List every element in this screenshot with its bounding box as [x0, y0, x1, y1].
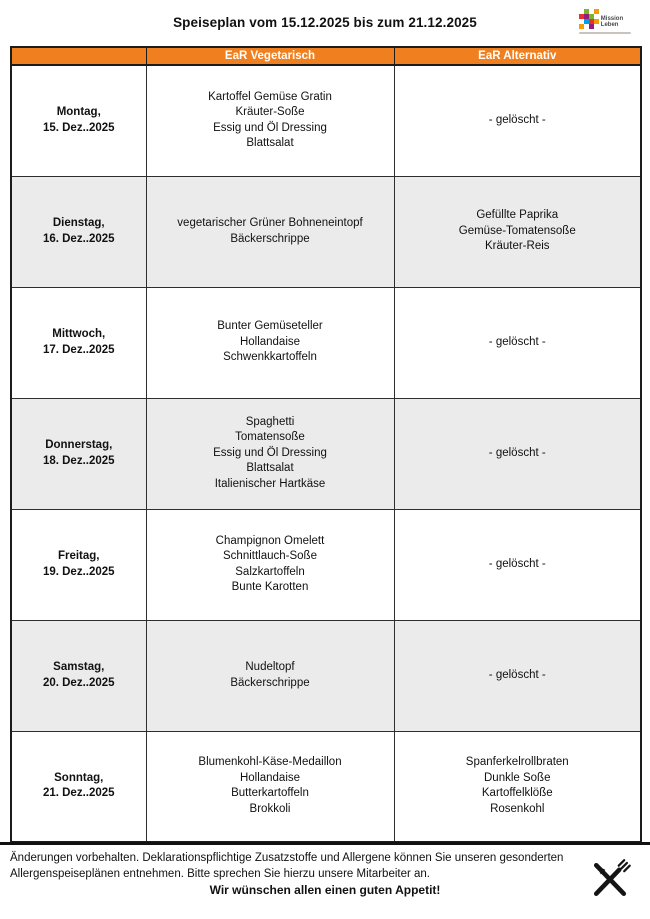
logo-mosaic-square: [579, 24, 584, 29]
day-name: Mittwoch,: [52, 328, 106, 340]
column-header-vegetarisch: EaR Vegetarisch: [146, 47, 394, 65]
logo-mosaic-square: [589, 19, 594, 24]
logo-mosaic-square: [589, 14, 594, 19]
meal-line: Schwenkkartoffeln: [223, 351, 317, 364]
meal-line: Hollandaise: [239, 335, 301, 348]
allergen-footnote: [10, 851, 570, 882]
meal-line: Kartoffelklöße: [481, 787, 553, 800]
day-cell: [11, 398, 146, 509]
logo-top: [579, 9, 623, 29]
logo-text-line1: Mission: [600, 15, 624, 22]
meal-line: vegetarischer Grüner Bohneneintopf: [177, 217, 363, 229]
table-row: [11, 509, 641, 620]
logo-mosaic: [579, 9, 599, 29]
logo-mosaic-square: [594, 19, 599, 24]
meal-line: Gefüllte Paprika: [476, 209, 559, 222]
meal-line: Italienischer Hartkäse: [214, 477, 326, 490]
meal-line: - gelöscht -: [488, 557, 546, 570]
meal-line: Salzkartoffeln: [235, 565, 305, 578]
meal-line: Bäckerschrippe: [230, 676, 310, 689]
vegetarisch-cell: [146, 398, 394, 509]
vegetarisch-cell: [146, 287, 394, 398]
day-name: Donnerstag,: [45, 439, 113, 451]
meal-line: Kräuter-Soße: [235, 106, 305, 119]
meal-line: - gelöscht -: [488, 335, 546, 348]
meal-line: Essig und Öl Dressing: [213, 446, 327, 459]
meal-line: - gelöscht -: [488, 114, 546, 126]
meal-line: Butterkartoffeln: [231, 787, 309, 800]
day-cell: [11, 65, 146, 176]
footer-divider: [0, 842, 650, 845]
menu-table-header: [11, 47, 641, 65]
meal-line: Bunter Gemüseteller: [217, 320, 323, 333]
closing-message: Wir wünschen allen einen guten Appetit!: [209, 883, 441, 897]
meal-line: Schnittlauch-Soße: [223, 550, 317, 562]
meal-line: Dunkle Soße: [484, 771, 551, 784]
meal-line: Tomatensoße: [235, 431, 305, 444]
logo-mosaic-square: [579, 14, 584, 19]
menu-table: [10, 46, 642, 843]
meal-line: Hollandaise: [239, 771, 301, 784]
alternativ-cell: [394, 509, 641, 620]
footnote-line2: Allergenspeiseplänen entnehmen. Bitte sprechen Sie hierzu unsere Mitarbeiter an.: [10, 867, 431, 880]
alternativ-cell: [394, 398, 641, 509]
day-cell: [11, 731, 146, 842]
day-name: Samstag,: [53, 661, 105, 673]
meal-line: Bäckerschrippe: [230, 232, 310, 245]
logo-tagline-placeholder: [579, 32, 631, 35]
day-date: 15. Dez..2025: [42, 121, 115, 134]
logo-mosaic-square: [584, 19, 589, 24]
logo-mosaic-square: [584, 14, 589, 19]
day-date: 20. Dez..2025: [42, 676, 115, 689]
header-row: [11, 47, 641, 65]
day-name: Sonntag,: [54, 771, 104, 784]
meal-line: - gelöscht -: [488, 668, 546, 681]
table-row: [11, 398, 641, 509]
logo-text-line2: Leben: [600, 22, 619, 29]
day-cell: [11, 287, 146, 398]
table-row: [11, 65, 641, 176]
day-cell: [11, 176, 146, 287]
meal-line: Spanferkelrollbraten: [465, 756, 569, 769]
meal-line: Bunte Karotten: [231, 581, 309, 593]
alternativ-cell: [394, 620, 641, 731]
vegetarisch-cell: [146, 731, 394, 842]
meal-line: Kartoffel Gemüse Gratin: [208, 90, 332, 103]
alternativ-cell: [394, 65, 641, 176]
alternativ-cell: [394, 731, 641, 842]
alternativ-cell: [394, 176, 641, 287]
meal-line: Kräuter-Reis: [484, 240, 550, 253]
column-header-alternativ: EaR Alternativ: [394, 47, 641, 65]
vegetarisch-cell: [146, 65, 394, 176]
meal-line: Essig und Öl Dressing: [213, 121, 327, 134]
meal-line: Gemüse-Tomatensoße: [458, 224, 576, 237]
meal-line: Brokkoli: [249, 802, 291, 815]
menu-table-body: [11, 65, 641, 842]
meal-line: Champignon Omelett: [215, 534, 325, 547]
alternativ-cell: [394, 287, 641, 398]
meal-line: - gelöscht -: [488, 446, 546, 459]
meal-line: Blattsalat: [246, 137, 294, 150]
day-date: 19. Dez..2025: [42, 565, 115, 578]
meal-line: Nudeltopf: [245, 661, 295, 673]
cutlery-icon: [587, 857, 633, 901]
day-date: 18. Dez..2025: [42, 454, 115, 467]
logo-mosaic-square: [594, 9, 599, 14]
meal-line: Blumenkohl-Käse-Medaillon: [198, 756, 342, 769]
day-name: Montag,: [56, 106, 101, 119]
meal-line: Rosenkohl: [490, 802, 545, 815]
day-cell: [11, 620, 146, 731]
page-title: Speiseplan vom 15.12.2025 bis zum 21.12.2025: [173, 15, 477, 30]
table-row: [11, 620, 641, 731]
vegetarisch-cell: [146, 620, 394, 731]
mission-leben-logo: [579, 9, 637, 34]
day-name: Dienstag,: [52, 217, 105, 229]
meal-line: Spaghetti: [245, 415, 295, 428]
logo-mosaic-square: [589, 24, 594, 29]
meal-line: Blattsalat: [246, 462, 294, 475]
logo-mosaic-square: [584, 9, 589, 14]
day-date: 17. Dez..2025: [42, 343, 115, 356]
table-row: [11, 731, 641, 842]
table-row: [11, 287, 641, 398]
logo-text: [601, 16, 623, 29]
vegetarisch-cell: [146, 509, 394, 620]
day-date: 16. Dez..2025: [42, 232, 115, 245]
table-row: [11, 176, 641, 287]
vegetarisch-cell: [146, 176, 394, 287]
footnote-line1: Änderungen vorbehalten. Deklarationspflichtige Zusatzstoffe und Allergene können Sie unseren gesonderten: [10, 852, 564, 864]
day-date: 21. Dez..2025: [42, 787, 115, 800]
column-header-day: [11, 47, 146, 65]
day-cell: [11, 509, 146, 620]
day-name: Freitag,: [57, 550, 100, 562]
